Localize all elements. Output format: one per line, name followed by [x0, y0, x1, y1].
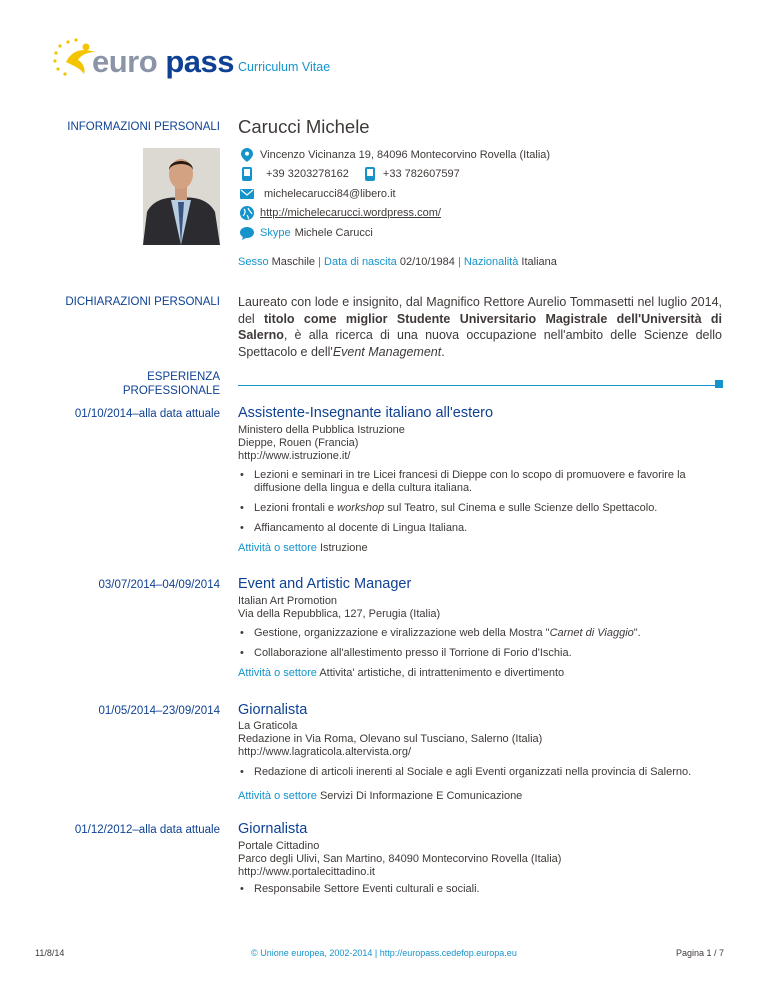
job-title: Assistente-Insegnante italiano all'estero	[238, 405, 494, 421]
job-sector	[238, 667, 564, 679]
website-row	[240, 206, 441, 220]
statement-bold: titolo come miglior Studente Universitario Magistrale dell'Università di Salerno	[238, 311, 722, 342]
job-title: Event and Artistic Manager	[238, 576, 412, 592]
bullet-item	[238, 627, 724, 640]
sex-value: Maschile	[271, 256, 316, 268]
statement-part: , è alla ricerca di una nuova occupazione nell'ambito delle Scienze dello Spettacolo e dell'	[238, 328, 722, 359]
location-pin-icon	[240, 148, 254, 162]
logo-text-pass: pass	[165, 44, 234, 79]
im-row	[240, 226, 373, 240]
phone-row	[240, 167, 460, 181]
job-url[interactable]: http://www.portalecittadino.it	[238, 866, 375, 878]
job-dates: 01/10/2014–alla data attuale	[74, 408, 220, 420]
address-text: Vincenzo Vicinanza 19, 84096 Montecorvino Rovella (Italia)	[260, 149, 551, 161]
person-name: Carucci Michele	[238, 116, 370, 137]
nationality-value: Italiana	[521, 256, 557, 268]
im-type: Skype	[260, 227, 291, 239]
job-url[interactable]: http://www.istruzione.it/	[238, 450, 351, 462]
section-label-line: PROFESSIONALE	[122, 385, 220, 397]
sex-label: Sesso	[238, 256, 269, 268]
job-title: Giornalista	[238, 821, 308, 837]
sector-label: Attività o settore	[238, 542, 317, 554]
separator: |	[318, 256, 321, 268]
job-sector	[238, 790, 522, 802]
bullet-item: • Lezioni e seminari in tre Licei francesi di Dieppe con lo scopo di promuovere e favorire la diffusione della lingua e della cultura italiana.	[238, 469, 724, 495]
bullet-text: Gestione, organizzazione e viralizzazione web della Mostra "	[254, 627, 550, 639]
job-dates: 03/07/2014–04/09/2014	[98, 579, 220, 591]
section-label-line: ESPERIENZA	[147, 371, 220, 383]
sector-label: Attività o settore	[238, 667, 317, 679]
section-label-experience	[0, 370, 220, 398]
section-label-statement: DICHIARAZIONI PERSONALI	[65, 296, 220, 308]
section-divider-marker	[715, 380, 723, 388]
job-bullets	[238, 627, 724, 667]
job-location: Dieppe, Rouen (Francia)	[238, 437, 359, 449]
phone-icon	[240, 167, 254, 181]
job-info	[238, 840, 561, 879]
sector-label: Attività o settore	[238, 790, 317, 802]
footer-copyright[interactable]: © Unione europea, 2002-2014 | http://europass.cedefop.europa.eu	[251, 948, 517, 958]
dob-label: Data di nascita	[324, 256, 397, 268]
personal-details-line	[238, 256, 557, 268]
email-row	[240, 187, 396, 201]
bullet-italic: Carnet di Viaggio	[549, 627, 634, 639]
bullet-item: • Affiancamento al docente di Lingua Italiana.	[238, 522, 724, 535]
bullet-item: • Redazione di articoli inerenti al Sociale e agli Eventi organizzati nella provincia di Salerno.	[238, 766, 724, 779]
europass-logo-text	[92, 44, 234, 80]
personal-statement	[238, 294, 722, 360]
section-divider	[238, 385, 716, 386]
sector-value: Servizi Di Informazione E Comunicazione	[319, 790, 523, 802]
sector-value: Istruzione	[319, 542, 368, 554]
bullet-item: • Responsabile Settore Eventi culturali e sociali.	[238, 883, 724, 896]
job-sector	[238, 542, 368, 554]
statement-part: Laureato con lode e insignito, dal Magnifico Rettore Aurelio Tommasetti nel luglio 2014, del	[238, 295, 722, 326]
footer-page-number: Pagina 1 / 7	[675, 948, 724, 958]
job-employer: Ministero della Pubblica Istruzione	[238, 424, 405, 436]
job-location: Via della Repubblica, 127, Perugia (Italia)	[238, 608, 441, 620]
statement-part: .	[441, 344, 445, 359]
bullet-text: Lezioni frontali e	[254, 502, 338, 514]
chat-bubble-icon	[240, 226, 254, 240]
job-location: Parco degli Ulivi, San Martino, 84090 Montecorvino Rovella (Italia)	[238, 853, 562, 865]
phone-2[interactable]: +33 782607597	[382, 168, 460, 180]
separator: |	[457, 256, 461, 268]
job-bullets	[238, 883, 724, 903]
email-text[interactable]: michelecarucci84@libero.it	[264, 188, 396, 200]
job-info	[238, 595, 440, 621]
job-dates: 01/05/2014–23/09/2014	[98, 705, 220, 717]
job-bullets	[238, 469, 724, 542]
bullet-item	[238, 502, 724, 515]
dob-value: 02/10/1984	[399, 256, 455, 268]
globe-icon	[240, 206, 254, 220]
website-link[interactable]: http://michelecarucci.wordpress.com/	[260, 207, 441, 219]
mobile-phone-icon	[363, 167, 377, 181]
phone-1[interactable]: +39 3203278162	[266, 168, 349, 180]
job-employer: La Graticola	[238, 720, 298, 732]
job-employer: Portale Cittadino	[238, 840, 320, 852]
footer-date: 11/8/14	[35, 948, 65, 958]
job-title: Giornalista	[238, 702, 308, 718]
logo-text: euro	[92, 44, 158, 79]
nationality-label: Nazionalità	[463, 256, 519, 268]
job-info	[238, 720, 542, 759]
job-bullets	[238, 766, 724, 786]
email-icon	[240, 187, 254, 201]
bullet-text: ".	[633, 627, 641, 639]
bullet-text: sul Teatro, sul Cinema e sulle Scienze dello Spettacolo.	[384, 502, 658, 514]
bullet-item: • Collaborazione all'allestimento presso il Torrione di Forio d'Ischia.	[238, 647, 724, 660]
job-info	[238, 424, 405, 463]
sector-value: Attivita' artistiche, di intrattenimento e divertimento	[319, 667, 565, 679]
job-location: Redazione in Via Roma, Olevano sul Tusciano, Salerno (Italia)	[238, 733, 543, 745]
im-name: Michele Carucci	[294, 227, 373, 239]
profile-photo	[143, 148, 220, 245]
job-employer: Italian Art Promotion	[238, 595, 338, 607]
address-row	[240, 148, 550, 162]
statement-italic: Event Management	[332, 344, 442, 359]
job-url[interactable]: http://www.lagraticola.altervista.org/	[238, 746, 412, 758]
document-title: Curriculum Vitae	[238, 60, 331, 74]
job-dates: 01/12/2012–alla data attuale	[74, 824, 220, 836]
section-label-personal: INFORMAZIONI PERSONALI	[67, 121, 220, 133]
bullet-italic: workshop	[337, 502, 385, 514]
